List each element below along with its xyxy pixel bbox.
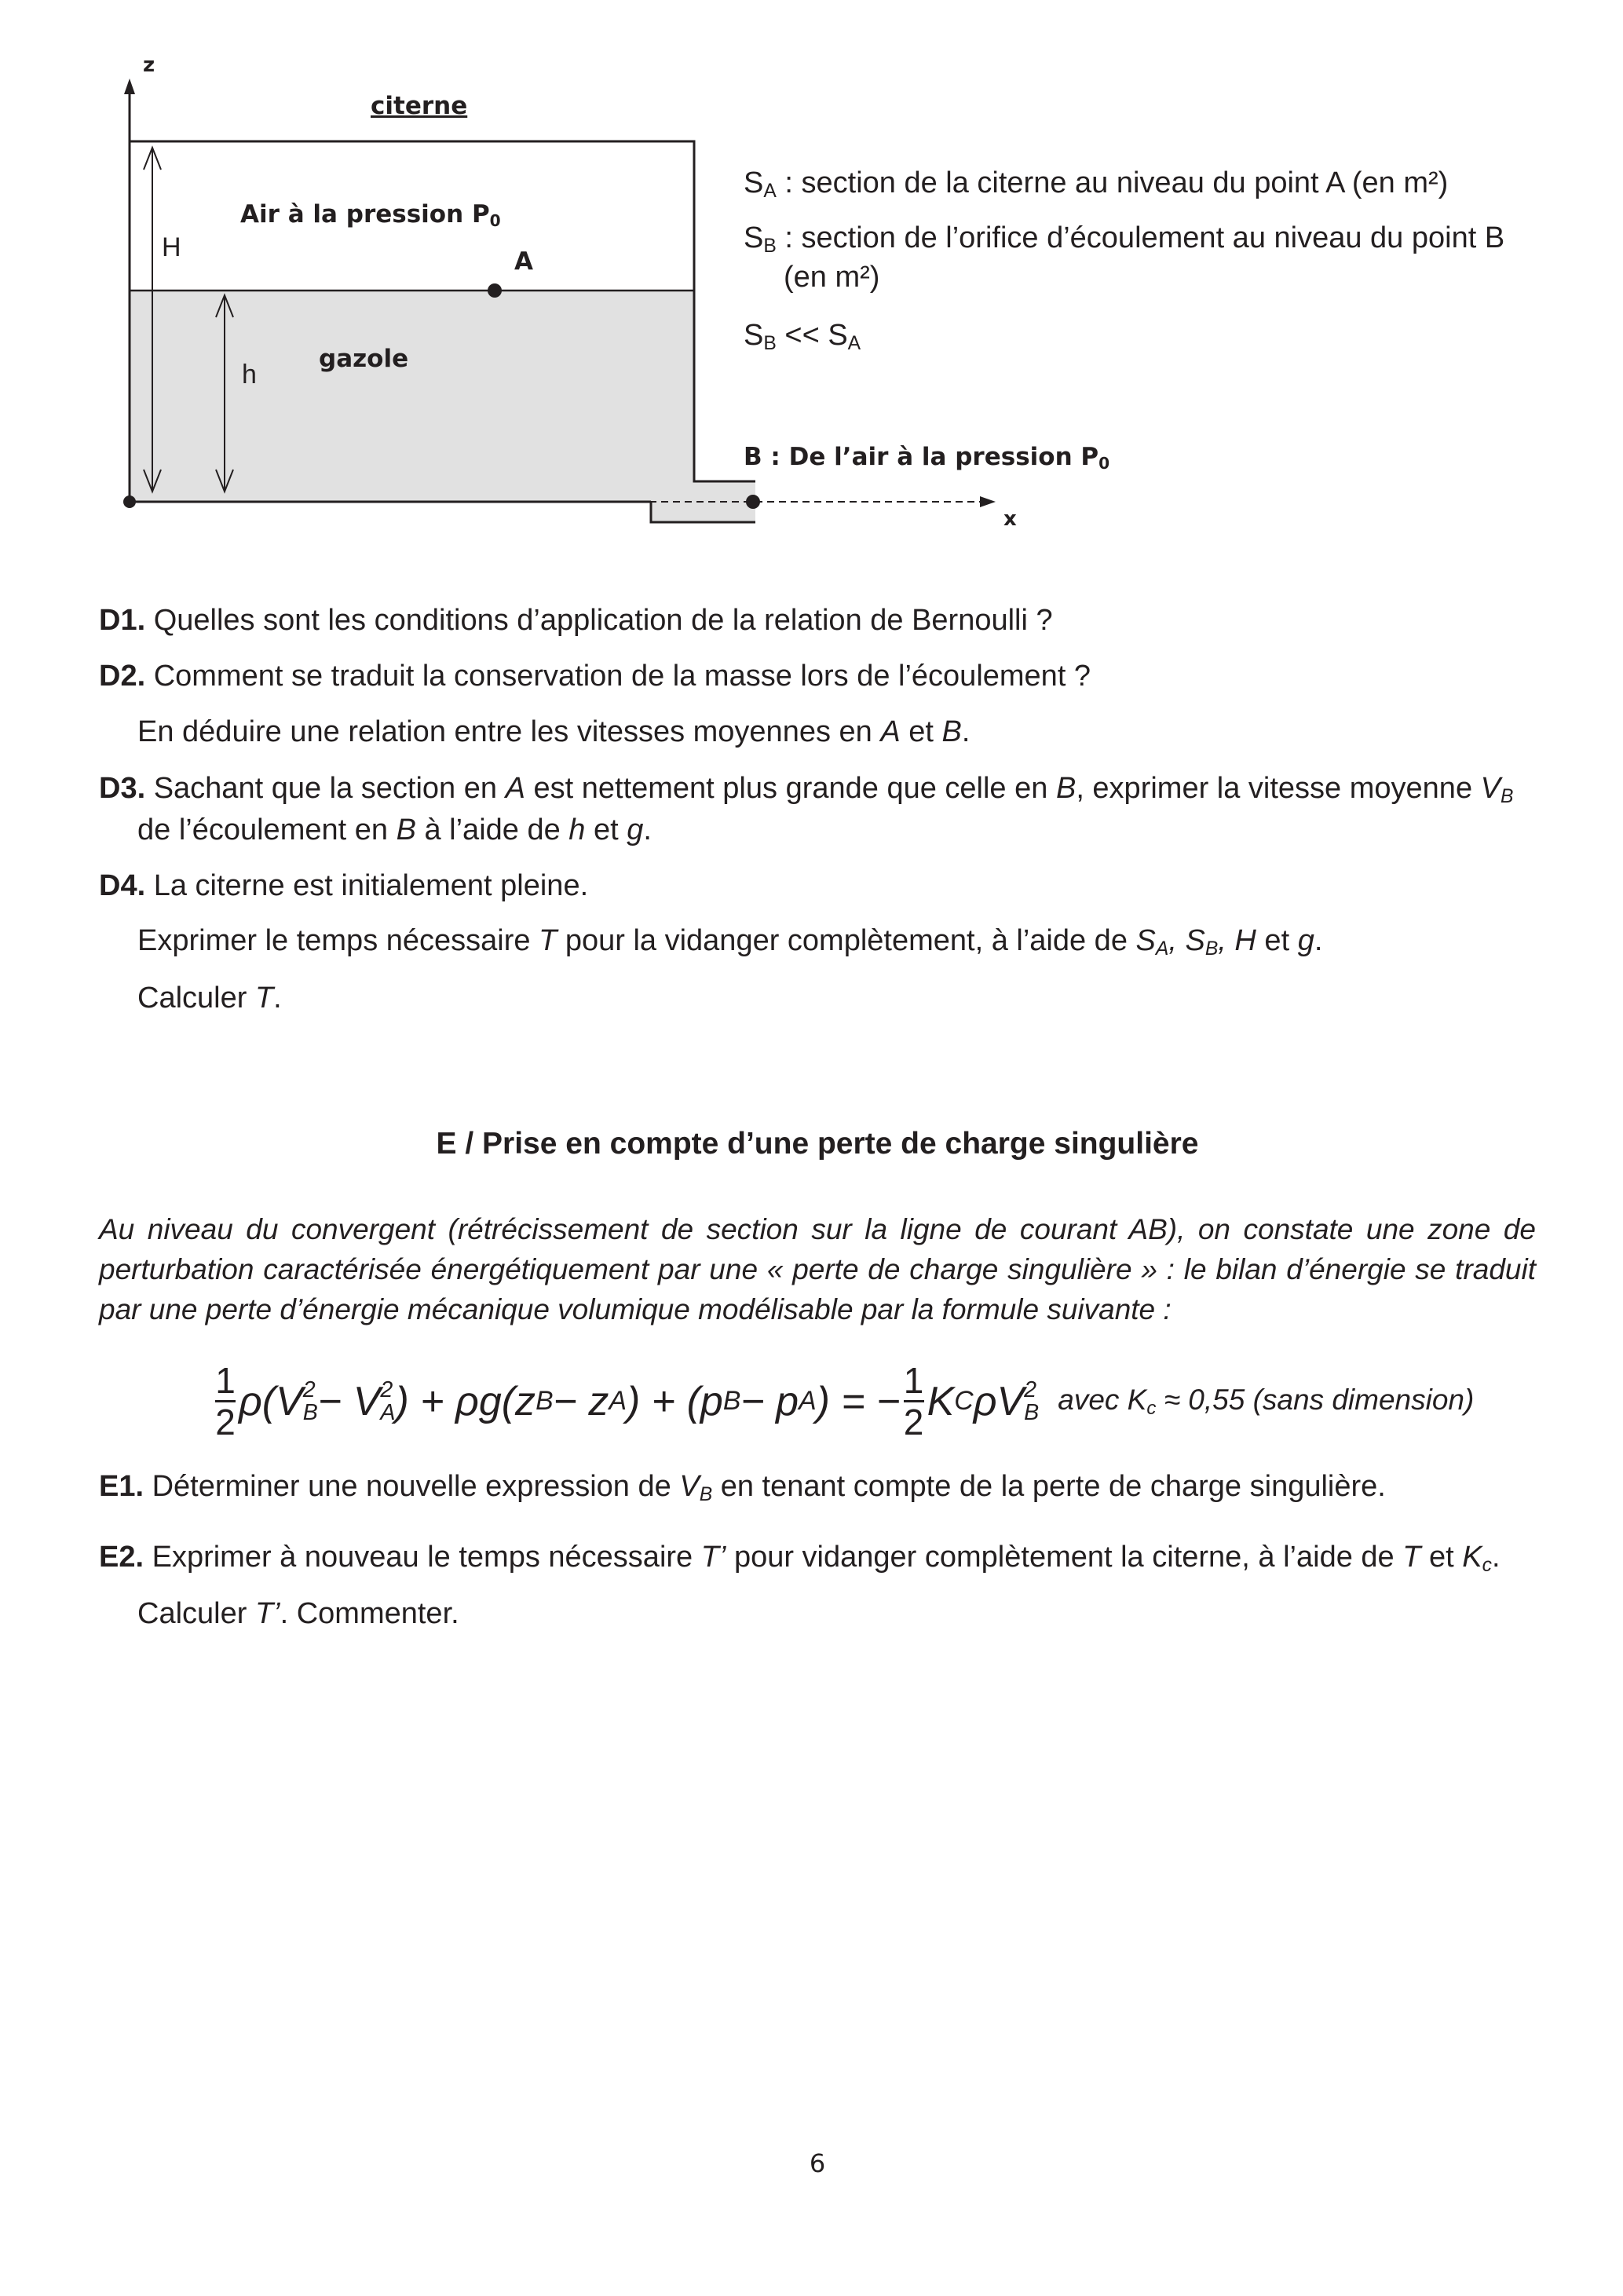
- diagram-title: citerne: [371, 92, 468, 120]
- eq-seg: ρV: [973, 1378, 1025, 1424]
- point-b-dot: [746, 495, 760, 509]
- legend-sb: [744, 223, 1504, 257]
- sb-sub: B: [763, 236, 777, 258]
- eq-seg: ) + ρg(z: [395, 1378, 536, 1424]
- sb-text: : section de l’orifice d’écoulement au niveau du point B: [776, 221, 1505, 254]
- seg: K: [1462, 1541, 1482, 1574]
- kc-note: [1058, 1384, 1474, 1420]
- air-label-sub: 0: [489, 211, 501, 231]
- eq-seg: K: [927, 1378, 955, 1424]
- question-d2-followup: [137, 717, 970, 747]
- point-b-label: [744, 445, 1109, 471]
- seg: B: [1055, 772, 1077, 805]
- seg: T’: [254, 1597, 280, 1630]
- seg: g: [627, 813, 644, 846]
- seg: T’: [700, 1541, 726, 1574]
- seg: .: [961, 715, 971, 748]
- seg: .: [273, 982, 282, 1015]
- air-label: [240, 200, 501, 231]
- seg: A: [1155, 938, 1169, 960]
- eq-sub: B: [536, 1386, 554, 1416]
- seg: .: [1491, 1541, 1501, 1574]
- seg: en tenant compte de la perte de charge singulière.: [712, 1470, 1386, 1503]
- question-d4-express: [137, 926, 1322, 960]
- z-axis-arrow-icon: [124, 79, 135, 94]
- liquid-label: gazole: [319, 345, 409, 373]
- rel-op: << S: [776, 319, 848, 352]
- eq-sub: A: [380, 1399, 396, 1425]
- seg: Sachant que la section en: [145, 772, 506, 805]
- num: 1: [215, 1360, 236, 1401]
- point-b-label-sub: 0: [1098, 454, 1110, 473]
- den: 2: [215, 1402, 236, 1442]
- origin-dot: [123, 495, 136, 508]
- eq-sup: 2: [302, 1377, 316, 1402]
- seg: c: [1482, 1555, 1492, 1577]
- eq-seg: avec K: [1058, 1383, 1147, 1416]
- seg: Exprimer le temps nécessaire: [137, 924, 539, 957]
- eq-sub: c: [1146, 1397, 1157, 1419]
- seg: S: [1135, 924, 1156, 957]
- eq-sub: A: [799, 1386, 817, 1416]
- d1-label: D1.: [99, 604, 146, 637]
- seg: Déterminer une nouvelle expression de: [144, 1470, 680, 1503]
- x-axis-label: x: [1003, 507, 1017, 531]
- seg: B: [1501, 786, 1514, 808]
- seg: h: [568, 813, 586, 846]
- seg: B: [699, 1484, 713, 1506]
- d3-label: D3.: [99, 772, 146, 805]
- liquid-fill: [130, 291, 694, 502]
- e2-label: E2.: [99, 1541, 144, 1574]
- x-axis-arrow-icon: [980, 496, 996, 507]
- seg: Exprimer à nouveau le temps nécessaire: [144, 1541, 701, 1574]
- seg: pour la vidanger complètement, à l’aide de: [557, 924, 1136, 957]
- seg: Calculer: [137, 982, 255, 1015]
- question-d4-calc: [137, 983, 282, 1013]
- z-axis-label: z: [143, 53, 155, 77]
- seg: Calculer: [137, 1597, 255, 1630]
- seg: est nettement plus grande que celle en: [525, 772, 1056, 805]
- legend-sb-unit: (en m²): [784, 261, 880, 294]
- seg: .: [643, 813, 652, 846]
- eq-sub: B: [1024, 1399, 1040, 1425]
- d4-text: La citerne est initialement pleine.: [145, 869, 589, 902]
- sa-sub: A: [763, 181, 777, 203]
- seg: à l’aide de: [415, 813, 569, 846]
- d4-label: D4.: [99, 869, 146, 902]
- point-a-label: A: [514, 247, 533, 276]
- eq-seg: ) + (p: [626, 1378, 723, 1424]
- question-d4: [99, 871, 588, 901]
- energy-equation: [212, 1362, 1474, 1440]
- rel-sub2: A: [847, 333, 861, 355]
- question-e1: [99, 1472, 1386, 1505]
- eq-seg: − p: [740, 1378, 799, 1424]
- sa-symbol: S: [744, 166, 764, 199]
- seg: S: [1185, 924, 1205, 957]
- seg: de l’écoulement en: [137, 813, 397, 846]
- eq-sub: A: [609, 1386, 627, 1416]
- section-e-heading: E / Prise en compte d’une perte de charge singulière: [436, 1127, 1199, 1161]
- point-a-dot: [488, 283, 502, 298]
- section-e-intro: Au niveau du convergent (rétrécissement de section sur la ligne de courant AB), on constate une zone de perturbation caractérisée énergétiquement par une « perte de charge singulière » : le bilan d’énergie se traduit par une perte d’énergie mécanique volumique modélisable par la formule suivante :: [99, 1213, 1536, 1325]
- seg: .: [1314, 924, 1323, 957]
- air-label-text: Air à la pression P: [240, 200, 490, 229]
- num: 1: [903, 1360, 924, 1401]
- rel-sub1: B: [763, 333, 777, 355]
- fraction-half: [904, 1362, 924, 1440]
- H-label: H: [162, 232, 181, 262]
- legend-relation: [744, 320, 861, 354]
- h-label: h: [242, 360, 257, 389]
- rel-s1: S: [744, 319, 764, 352]
- seg: pour vidanger complètement la citerne, à l’aide de: [726, 1541, 1403, 1574]
- eq-seg: − V: [317, 1378, 381, 1424]
- seg: et: [1256, 924, 1298, 957]
- seg: A: [505, 772, 525, 805]
- seg: , exprimer la vitesse moyenne: [1076, 772, 1481, 805]
- e1-label: E1.: [99, 1470, 144, 1503]
- seg: V: [679, 1470, 700, 1503]
- seg: B: [396, 813, 416, 846]
- seg: V: [1480, 772, 1501, 805]
- eq-seg: ) = −: [816, 1378, 901, 1424]
- question-d3-cont: [137, 815, 652, 845]
- fraction-half: [215, 1362, 236, 1440]
- seg: T: [254, 982, 274, 1015]
- question-d3: [99, 773, 1513, 807]
- d2-text: Comment se traduit la conservation de la masse lors de l’écoulement ?: [145, 660, 1091, 693]
- question-e2: [99, 1542, 1501, 1576]
- question-d1: [99, 605, 1053, 635]
- seg: T: [539, 924, 557, 957]
- page-number: 6: [809, 2148, 826, 2178]
- eq-seg: − z: [553, 1378, 609, 1424]
- legend-sa: [744, 168, 1448, 202]
- seg: En déduire une relation entre les vitesses moyennes en: [137, 715, 881, 748]
- sb-symbol: S: [744, 221, 764, 254]
- eq-sub: B: [302, 1399, 318, 1425]
- seg: H: [1234, 924, 1256, 957]
- seg: et: [900, 715, 942, 748]
- eq-seg: ≈ 0,55 (sans dimension): [1156, 1383, 1475, 1416]
- seg: A: [880, 715, 901, 748]
- eq-sup: 2: [380, 1377, 393, 1402]
- den: 2: [903, 1402, 924, 1442]
- seg: ,: [1218, 924, 1235, 957]
- seg: . Commenter.: [280, 1597, 459, 1630]
- eq-sub: B: [722, 1386, 741, 1416]
- eq-seg: ρ(V: [239, 1378, 303, 1424]
- sa-text: : section de la citerne au niveau du point A (en m²): [776, 166, 1449, 199]
- seg: et: [1420, 1541, 1463, 1574]
- d1-text: Quelles sont les conditions d’application de la relation de Bernoulli ?: [145, 604, 1053, 637]
- point-b-label-text: B : De l’air à la pression P: [744, 443, 1099, 471]
- seg: ,: [1168, 924, 1186, 957]
- d2-label: D2.: [99, 660, 146, 693]
- seg: T: [1402, 1541, 1421, 1574]
- seg: B: [941, 715, 962, 748]
- eq-sup: 2: [1024, 1377, 1037, 1402]
- eq-sub: C: [954, 1386, 974, 1416]
- seg: g: [1297, 924, 1314, 957]
- seg: et: [585, 813, 627, 846]
- question-e2-calc: [137, 1599, 459, 1629]
- question-d2: [99, 661, 1091, 691]
- seg: B: [1204, 938, 1219, 960]
